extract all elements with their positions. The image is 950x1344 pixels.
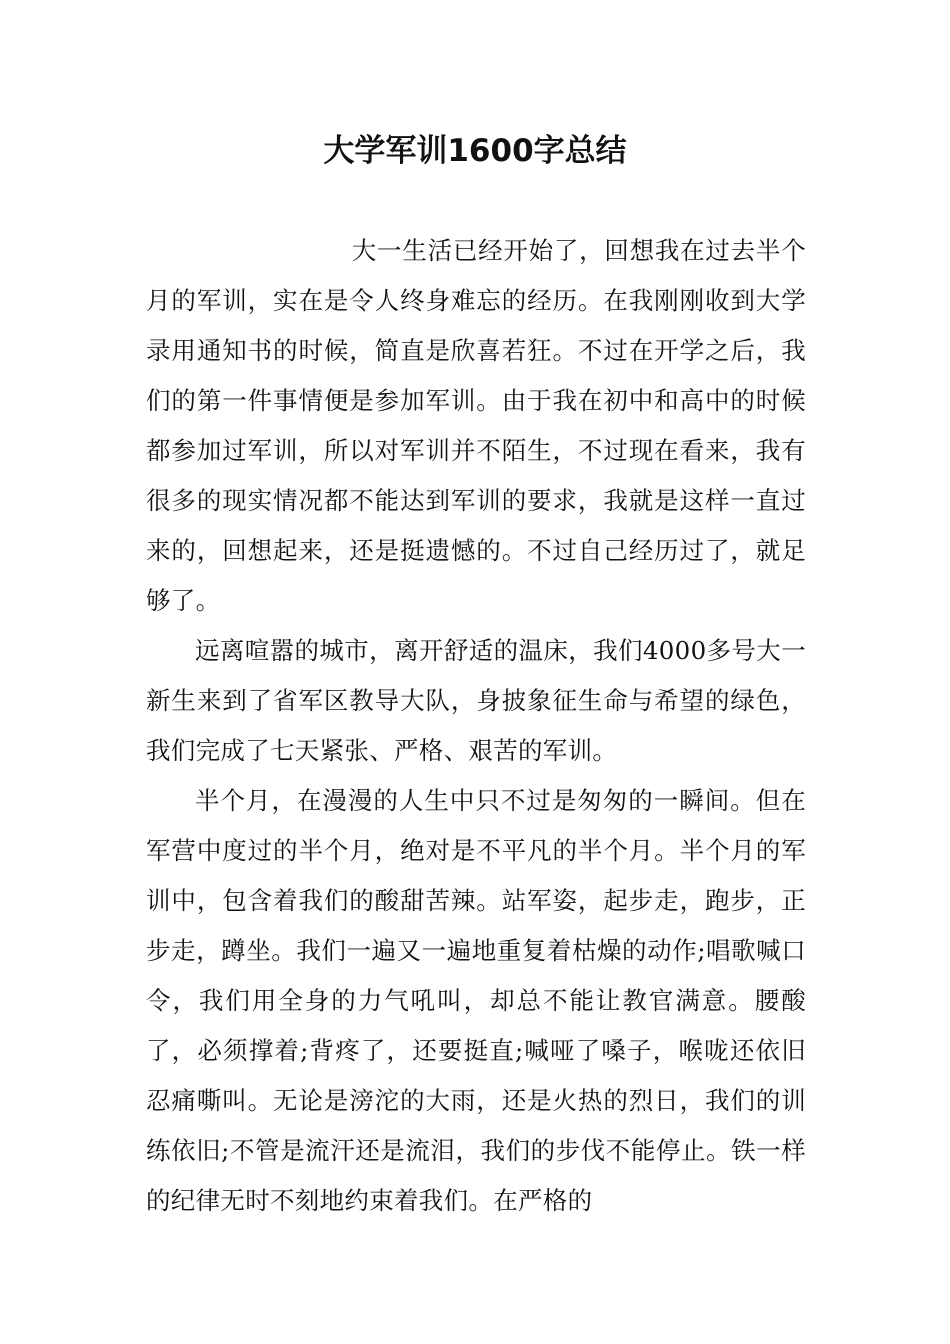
paragraph-1: 大一生活已经开始了，回想我在过去半个月的军训，实在是令人终身难忘的经历。在我刚刚收到大学录用通知书的时候，简直是欣喜若狂。不过在开学之后，我们的第一件事情便是参加军训。由于我在初中和高中的时候都参加过军训，所以对军训并不陌生，不过现在看来，我有很多的现实情况都不能达到军训的要求，我就是这样一直过来的，回想起来，还是挺遗憾的。不过自己经历过了，就足够了。 — [146, 236, 806, 615]
paragraph-2: 远离喧嚣的城市，离开舒适的温床，我们4000多号大一新生来到了省军区教导大队，身披象征生命与希望的绿色，我们完成了七天紧张、严格、艰苦的军训。 — [146, 636, 806, 765]
document-body — [146, 226, 806, 1226]
document-title: 大学军训1600字总结 — [323, 133, 627, 169]
paragraph-3: 半个月，在漫漫的人生中只不过是匆匆的一瞬间。但在军营中度过的半个月，绝对是不平凡的半个月。半个月的军训中，包含着我们的酸甜苦辣。站军姿，起步走，跑步，正步走，蹲坐。我们一遍又一遍地重复着枯燥的动作;唱歌喊口令，我们用全身的力气吼叫，却总不能让教官满意。腰酸了，必须撑着;背疼了，还要挺直;喊哑了嗓子，喉咙还依旧忍痛嘶叫。无论是滂沱的大雨，还是火热的烈日，我们的训练依旧;不管是流汗还是流泪，我们的步伐不能停止。铁一样的纪律无时不刻地约束着我们。在严格的 — [146, 786, 806, 1215]
